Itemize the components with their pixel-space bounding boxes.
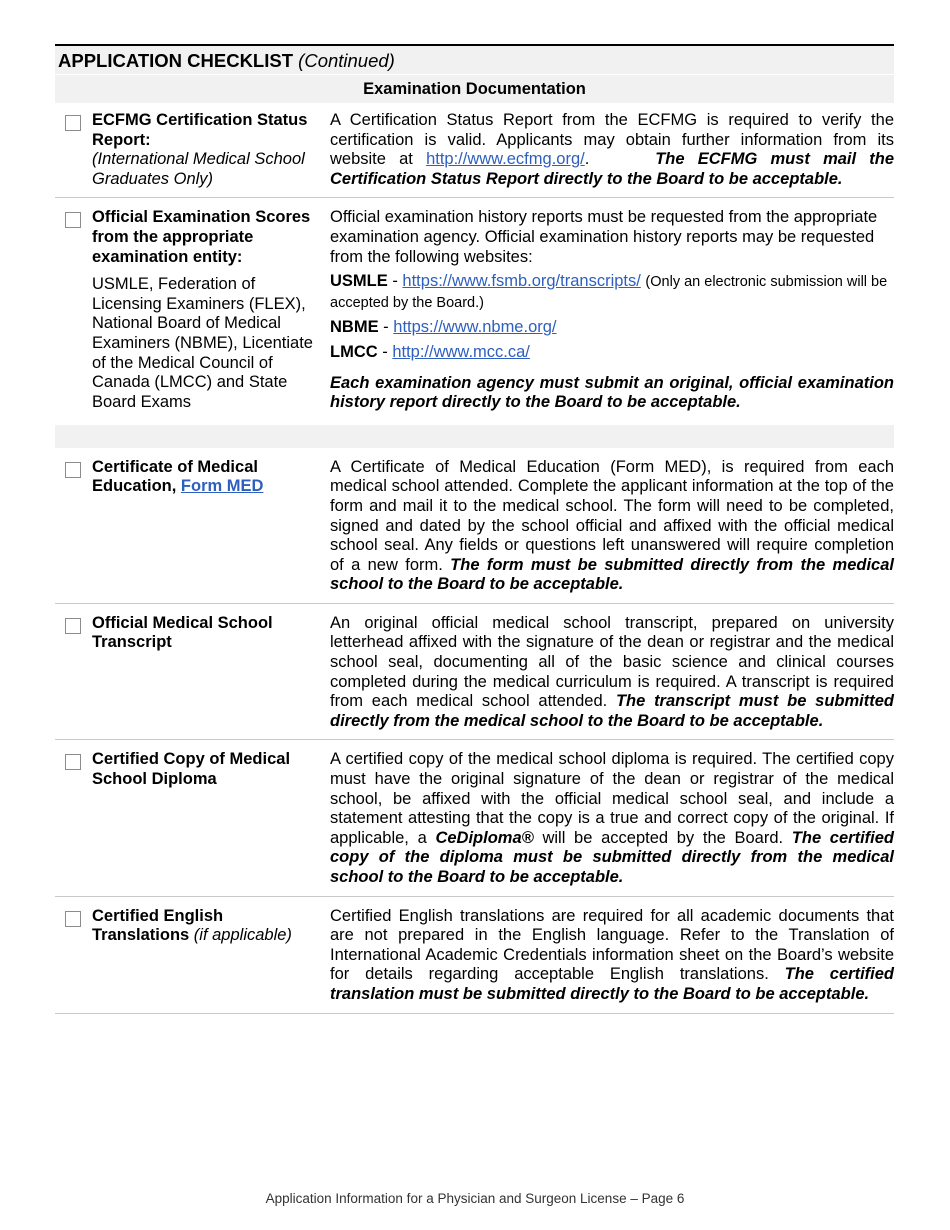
checkbox-ecfmg[interactable]: [65, 115, 81, 131]
desc-transcript-bold: The transcript must be submitted directly from the medical school to the Board to be acceptable.: [330, 692, 894, 730]
label-translations: Certified English Translations: [92, 906, 224, 945]
sublabel-exam-scores: USMLE, Federation of Licensing Examiners (FLEX), National Board of Medical Examiners (NBME), Licentiate of the Medical Council of Canada (LMCC) and State Board Exams: [92, 275, 313, 411]
desc-ecfmg: [330, 111, 894, 189]
checklist-row-diploma: [55, 740, 894, 896]
label-diploma: Certified Copy of Medical School Diploma: [92, 750, 291, 789]
checklist-row-translations: [55, 897, 894, 1014]
desc-ecfmg-text: A Certification Status Report from the ECFMG is required to verify the certification is valid. Applicants may obtain further information from its website at: [330, 111, 894, 169]
usmle-label: USMLE: [330, 272, 388, 291]
checkbox-translations[interactable]: [65, 911, 81, 927]
desc-diploma: [330, 750, 894, 887]
checklist-row-transcript: [55, 604, 894, 741]
label-exam-scores: Official Examination Scores from the appropriate examination entity:: [92, 208, 311, 266]
checkbox-transcript[interactable]: [65, 618, 81, 634]
sublabel-ecfmg: (International Medical School Graduates Only): [92, 150, 305, 188]
usmle-note: (Only an electronic submission will be accepted by the Board.): [330, 274, 888, 311]
label-med-cert: Certificate of Medical Education,: [92, 457, 258, 496]
checkbox-diploma[interactable]: [65, 754, 81, 770]
desc-transcript: [330, 614, 894, 732]
desc-ecfmg-bold: The ECFMG must mail the Certification Status Report directly to the Board to be acceptable.: [330, 150, 895, 188]
desc-translations-text: Certified English translations are required for all academic documents that are not prepared in the English language. Refer to the Translation of International Academic Credentials information sheet on the Board’s website for details regarding acceptable English translations.: [330, 906, 894, 984]
ecfmg-link[interactable]: http://www.ecfmg.org/: [426, 150, 585, 169]
checkbox-med-cert[interactable]: [65, 462, 81, 478]
nbme-sep: -: [378, 318, 394, 337]
desc-med-cert-bold: The form must be submitted directly from the medical school to the Board to be acceptable.: [330, 555, 894, 594]
checkbox-exam-scores[interactable]: [65, 212, 81, 228]
lmcc-label: LMCC: [330, 342, 378, 361]
nbme-line: [330, 318, 894, 338]
desc-translations-bold: The certified translation must be submitted directly to the Board to be acceptable.: [330, 965, 894, 1003]
desc-med-cert-text: A Certificate of Medical Education (Form MED), is required from each medical school attended. Complete the applicant information at the top of the form and mail it to the medical school. The form will need to be completed, signed and dated by the school official and affixed with the official medical school seal. Any fields or questions left unanswered will require completion of a new form.: [330, 457, 894, 574]
title-italic: (Continued): [298, 50, 395, 71]
nbme-label: NBME: [330, 318, 379, 337]
desc-translations: [330, 907, 894, 1005]
checklist-row-ecfmg: [55, 103, 894, 198]
desc-diploma-bold: The certified copy of the diploma must be submitted directly from the medical school to the Board to be acceptable.: [330, 828, 894, 886]
section-title: Examination Documentation: [55, 74, 894, 103]
label-translations-italic: (if applicable): [193, 926, 292, 945]
page-footer: Application Information for a Physician and Surgeon License – Page 6: [265, 1191, 685, 1206]
nbme-link[interactable]: https://www.nbme.org/: [393, 318, 557, 337]
lmcc-link[interactable]: http://www.mcc.ca/: [392, 342, 530, 361]
desc-exam-scores-text: Official examination history reports must be requested from the appropriate examination agency. Official examination history reports may be requested from the following websites:: [330, 208, 878, 266]
desc-exam-scores-bold: Each examination agency must submit an original, official examination history report directly to the Board to be acceptable.: [330, 373, 894, 412]
checklist-row-exam-scores: [55, 198, 894, 412]
title-bold: APPLICATION CHECKLIST: [58, 50, 294, 71]
desc-ecfmg-period: .: [584, 150, 590, 169]
label-transcript: Official Medical School Transcript: [92, 613, 273, 652]
lmcc-line: [330, 343, 894, 363]
label-ecfmg: ECFMG Certification Status Report:: [92, 111, 308, 149]
cediploma-text: CeDiploma®: [435, 828, 534, 847]
desc-exam-scores: [330, 208, 894, 412]
desc-diploma-text: A certified copy of the medical school diploma is required. The certified copy must have the original signature of the dean or registrar of the medical school, be affixed with the official medical school seal, and include a statement attesting that the copy is a true and correct copy of the original. If applicable, a: [330, 750, 894, 847]
usmle-line: [330, 272, 894, 313]
form-med-link[interactable]: Form MED: [180, 477, 264, 496]
checklist-row-med-cert: [55, 448, 894, 604]
usmle-link[interactable]: https://www.fsmb.org/transcripts/: [402, 272, 641, 291]
desc-transcript-text: An original official medical school transcript, prepared on university letterhead affixed with the signature of the dean or registrar and the medical school seal, documenting all of the basic science and clinical courses completed during the medical curriculum is required. A transcript is required from each medical school attended.: [330, 613, 894, 711]
section-divider: [55, 425, 894, 448]
checklist-page: [55, 44, 894, 1014]
desc-med-cert: [330, 458, 894, 595]
page-title: [55, 46, 894, 74]
lmcc-sep: -: [377, 342, 393, 361]
desc-diploma-text-2: will be accepted by the Board.: [533, 828, 792, 847]
usmle-sep: -: [387, 272, 403, 291]
